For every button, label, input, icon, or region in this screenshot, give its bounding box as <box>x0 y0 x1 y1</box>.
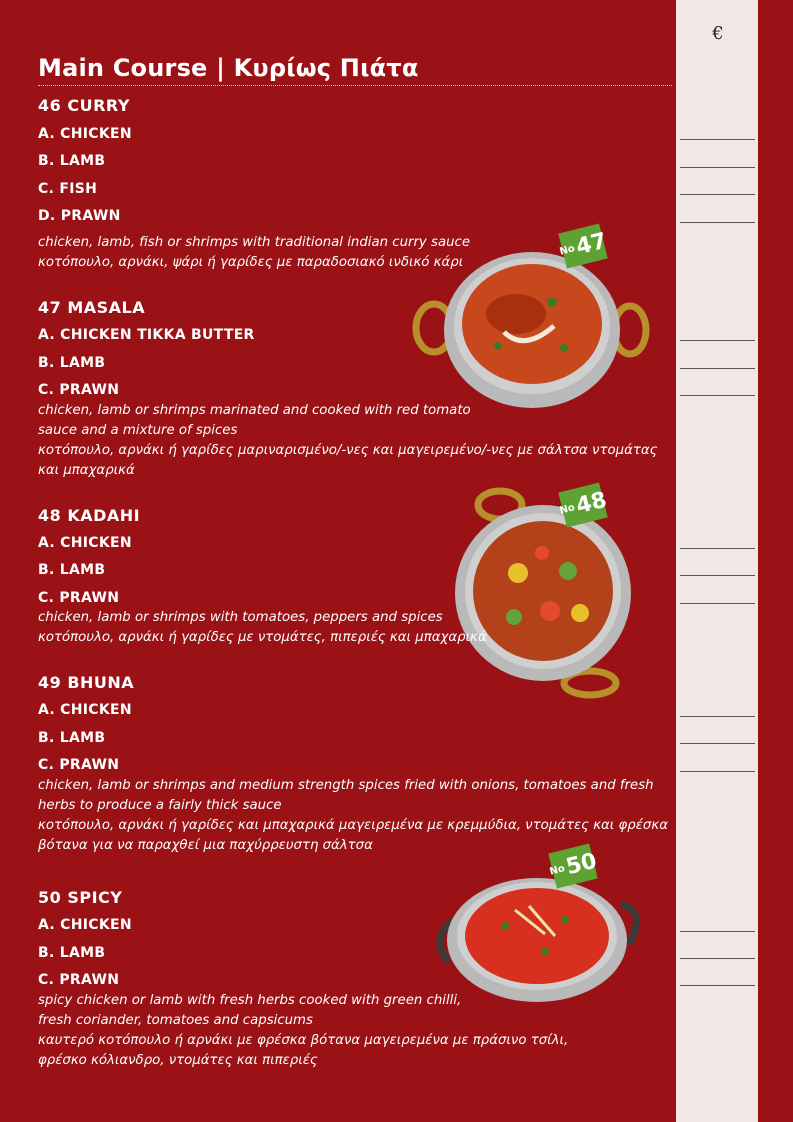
price-blank-46a <box>680 139 755 140</box>
option-item: C. PRAWN <box>38 972 120 988</box>
description-line: κοτόπουλο, αρνάκι ή γαρίδες μαριναρισμένο/-νες και μαγειρεμένο/-νες με σάλτσα ντομάτας <box>38 443 658 458</box>
currency-symbol: € <box>712 23 724 44</box>
price-column <box>676 0 758 1122</box>
dish-number-badge-48: No 48 <box>558 482 607 527</box>
price-blank-46b <box>680 167 755 168</box>
price-blank-47c <box>680 395 755 396</box>
option-item: A. CHICKEN <box>38 702 132 718</box>
option-item: B. LAMB <box>38 355 106 371</box>
dish-title-kadahi: 48 KADAHI <box>38 506 141 525</box>
option-item: A. CHICKEN <box>38 535 132 551</box>
dish-description-spicy <box>38 991 668 1071</box>
description-line: κοτόπουλο, αρνάκι, ψάρι ή γαρίδες με παραδοσιακό ινδικό κάρι <box>38 255 464 270</box>
option-item: A. CHICKEN <box>38 126 132 142</box>
price-blank-46d <box>680 222 755 223</box>
description-line: chicken, lamb, fish or shrimps with traditional indian curry sauce <box>38 235 471 250</box>
price-blank-49a <box>680 716 755 717</box>
option-item: D. PRAWN <box>38 208 121 224</box>
description-line: herbs to produce a fairly thick sauce <box>38 798 282 813</box>
price-blank-49c <box>680 771 755 772</box>
price-blank-50c <box>680 985 755 986</box>
option-item: B. LAMB <box>38 562 106 578</box>
description-line: κοτόπουλο, αρνάκι ή γαρίδες με ντομάτες, πιπεριές και μπαχαρικά <box>38 630 487 645</box>
option-item: C. PRAWN <box>38 590 120 606</box>
option-item: A. CHICKEN <box>38 917 132 933</box>
dish-number-badge-50: No 50 <box>548 843 597 888</box>
description-line: κοτόπουλο, αρνάκι ή γαρίδες και μπαχαρικά μαγειρεμένα με κρεμμύδια, ντομάτες και φρέσκα <box>38 818 668 833</box>
description-line: fresh coriander, tomatoes and capsicums <box>38 1013 313 1028</box>
option-item: C. PRAWN <box>38 382 120 398</box>
description-line: chicken, lamb or shrimps with tomatoes, peppers and spices <box>38 610 443 625</box>
price-blank-50b <box>680 958 755 959</box>
description-line: και μπαχαρικά <box>38 463 135 478</box>
price-blank-49b <box>680 743 755 744</box>
description-line: chicken, lamb or shrimps and medium strength spices fried with onions, tomatoes and fresh <box>38 778 654 793</box>
price-blank-48a <box>680 548 755 549</box>
option-item: A. CHICKEN TIKKA BUTTER <box>38 327 255 343</box>
price-blank-46c <box>680 194 755 195</box>
dish-description-curry <box>38 233 668 273</box>
price-blank-48b <box>680 575 755 576</box>
dish-number-badge-47: No 47 <box>558 223 607 268</box>
price-blank-48c <box>680 603 755 604</box>
description-line: sauce and a mixture of spices <box>38 423 238 438</box>
dish-description-masala <box>38 401 668 481</box>
description-line: καυτερό κοτόπουλο ή αρνάκι με φρέσκα βότανα μαγειρεμένα με πράσινο τσίλι, <box>38 1033 569 1048</box>
option-item: B. LAMB <box>38 153 106 169</box>
title-divider <box>38 85 672 86</box>
page-title: Main Course | Κυρίως Πιάτα <box>38 54 419 82</box>
description-line: βότανα για να παραχθεί μια παχύρρευστη σάλτσα <box>38 838 373 853</box>
price-blank-50a <box>680 931 755 932</box>
option-item: C. PRAWN <box>38 757 120 773</box>
dish-title-curry: 46 CURRY <box>38 96 130 115</box>
curry-dish-image <box>412 250 652 415</box>
description-line: chicken, lamb or shrimps marinated and cooked with red tomato <box>38 403 471 418</box>
spicy-dish-image <box>425 870 650 1005</box>
option-item: C. FISH <box>38 181 98 197</box>
option-item: B. LAMB <box>38 730 106 746</box>
dish-description-bhuna <box>38 776 668 856</box>
dish-title-bhuna: 49 BHUNA <box>38 673 135 692</box>
kadahi-dish-image <box>440 485 640 700</box>
dish-title-masala: 47 MASALA <box>38 298 146 317</box>
price-blank-47a <box>680 340 755 341</box>
dish-description-kadahi <box>38 608 668 648</box>
price-blank-47b <box>680 368 755 369</box>
option-item: B. LAMB <box>38 945 106 961</box>
description-line: spicy chicken or lamb with fresh herbs cooked with green chilli, <box>38 993 462 1008</box>
description-line: φρέσκο κόλιανδρο, ντομάτες και πιπεριές <box>38 1053 318 1068</box>
dish-title-spicy: 50 SPICY <box>38 888 123 907</box>
